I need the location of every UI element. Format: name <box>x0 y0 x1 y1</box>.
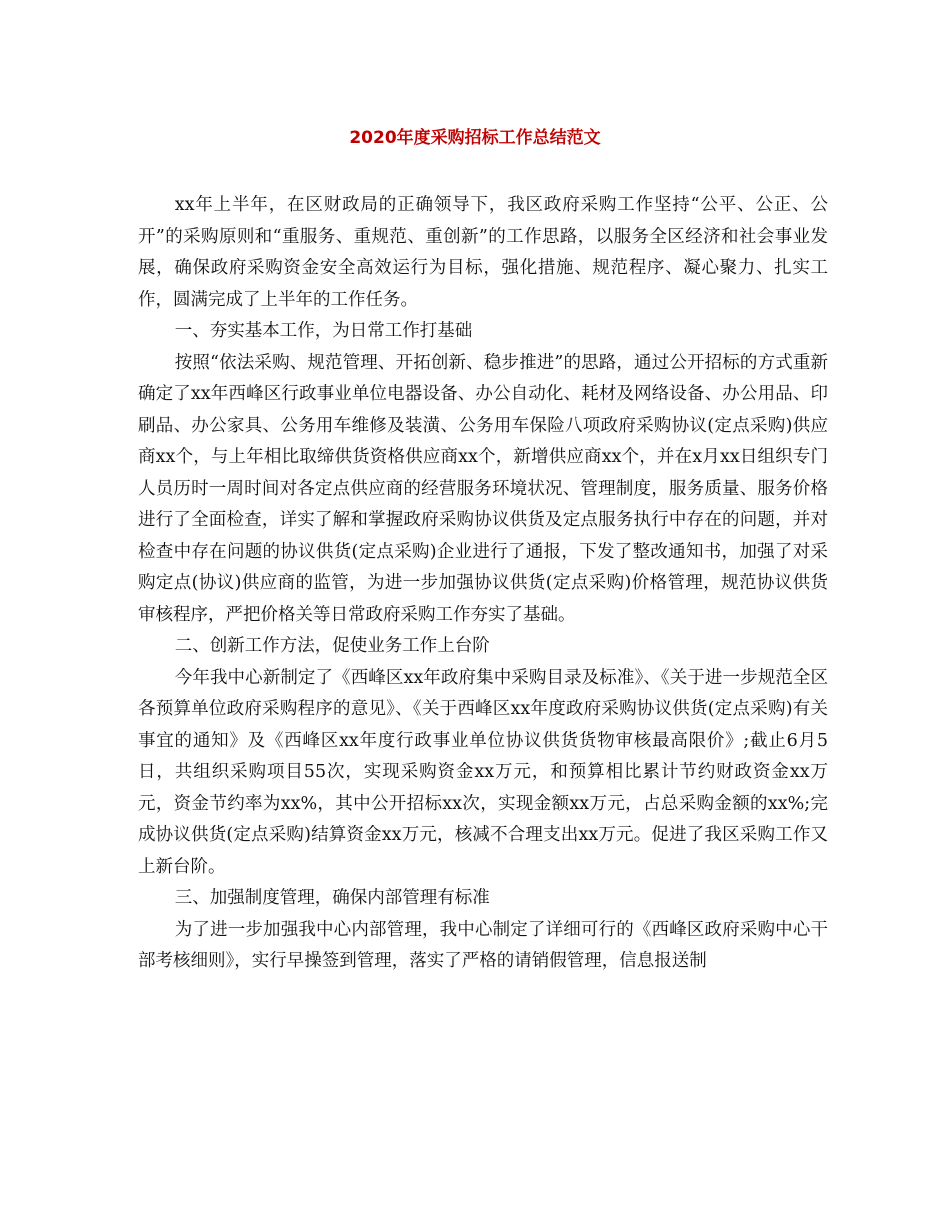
section-heading-1: 一、夯实基本工作，为日常工作打基础 <box>174 321 473 341</box>
paragraph-section-2: 今年我中心新制定了《西峰区xx年政府集中采购目录及标准》、《关于进一步规范全区各预算单位政府采购程序的意见》、《关于西峰区xx年度政府采购协议供货(定点采购)有关事宜的通知》及《西峰区xx年度行政事业单位协议供货货物审核最高限价》;截止6月5日，共组织采购项目55次，实现采购资金xx万元，和预算相比累计节约财政资金xx万元，资金节约率为xx%，其中公开招标xx次，实现金额xx万元，占总采购金额的xx%;完成协议供货(定点采购)结算资金xx万元，核减不合理支出xx万元。促进了我区采购工作又上新台阶。 <box>138 667 828 877</box>
section-heading-3: 三、加强制度管理，确保内部管理有标准 <box>174 888 490 908</box>
document-title: 2020年度采购招标工作总结范文 <box>349 128 601 148</box>
section-heading-2: 二、创新工作方法，促使业务工作上台阶 <box>174 636 490 656</box>
paragraph-section-3: 为了进一步加强我中心内部管理，我中心制定了详细可行的《西峰区政府采购中心干部考核细则》，实行早操签到管理，落实了严格的请销假管理，信息报送制 <box>138 919 828 971</box>
document-body <box>138 190 828 978</box>
paragraph-intro: xx年上半年，在区财政局的正确领导下，我区政府采购工作坚持“公平、公正、公开”的采购原则和“重服务、重规范、重创新”的工作思路，以服务全区经济和社会事业发展，确保政府采购资金安全高效运行为目标，强化措施、规范程序、凝心聚力、扎实工作，圆满完成了上半年的工作任务。 <box>138 195 828 310</box>
paragraph-section-1: 按照“依法采购、规范管理、开拓创新、稳步推进”的思路，通过公开招标的方式重新确定了xx年西峰区行政事业单位电器设备、办公自动化、耗材及网络设备、办公用品、印刷品、办公家具、公务用车维修及装潢、公务用车保险八项政府采购协议(定点采购)供应商xx个，与上年相比取缔供货资格供应商xx个，新增供应商xx个，并在x月xx日组织专门人员历时一周时间对各定点供应商的经营服务环境状况、管理制度，服务质量、服务价格进行了全面检查，详实了解和掌握政府采购协议供货及定点服务执行中存在的问题，并对检查中存在问题的协议供货(定点采购)企业进行了通报，下发了整改通知书，加强了对采购定点(协议)供应商的监管，为进一步加强协议供货(定点采购)价格管理，规范协议供货审核程序，严把价格关等日常政府采购工作夯实了基础。 <box>138 352 828 625</box>
